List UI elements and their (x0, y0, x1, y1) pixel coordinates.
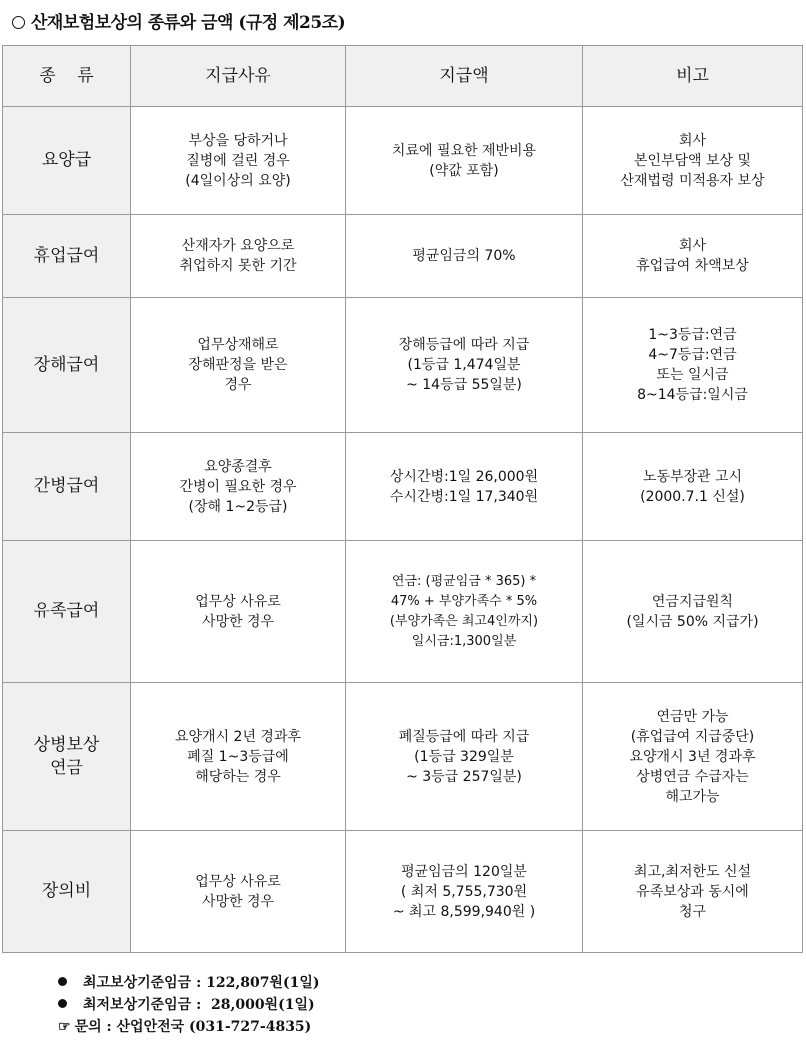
footer-notes (58, 972, 319, 1038)
category-cell (3, 298, 131, 433)
reason-line: 요양개시 2년 경과후 (175, 728, 301, 745)
note-line: 연금만 가능 (656, 708, 729, 725)
note-cell (583, 433, 803, 541)
note-cell (583, 831, 803, 953)
max-wage-text: 최고보상기준임금 : 122,807원(1일) (83, 975, 320, 991)
note-line: (일시금 50% 지급가) (626, 613, 759, 630)
bullet-icon (58, 999, 67, 1008)
category-line: 장해급여 (33, 354, 100, 375)
reason-cell (131, 298, 346, 433)
category-line: 유족급여 (33, 601, 100, 621)
reason-line: (4일이상의 요양) (185, 172, 291, 189)
reason-line: 요양종결후 (204, 458, 272, 475)
note-line: 청구 (678, 903, 707, 920)
header-category: 종 류 (3, 46, 131, 107)
amount-cell (346, 541, 583, 683)
category-line: 연금 (50, 757, 83, 778)
note-line: (휴업급여 지급중단) (630, 728, 755, 745)
header-note: 비고 (583, 46, 803, 107)
compensation-table (2, 45, 803, 953)
reason-line: 해당하는 경우 (195, 768, 281, 785)
reason-line: 산재자가 요양으로 (181, 238, 295, 254)
amount-line: 치료에 필요한 제반비용 (391, 142, 537, 159)
note-line: 휴업급여 차액보상 (636, 258, 749, 274)
category-line: 요양급 (41, 150, 92, 170)
note-line: 연금지급원칙 (651, 593, 734, 610)
note-cell (583, 215, 803, 298)
amount-cell (346, 683, 583, 831)
reason-line: 사망한 경우 (201, 893, 275, 910)
table-row (3, 433, 803, 541)
amount-line: (1등급 329일분 (414, 748, 514, 765)
reason-line: 질병에 걸린 경우 (186, 152, 290, 169)
category-cell (3, 541, 131, 683)
amount-line: (부양가족은 최고4인까지) (389, 613, 539, 629)
amount-line: 평균임금의 70% (412, 248, 516, 264)
note-line: 상병연금 수급자는 (636, 768, 749, 785)
note-line: 1~3등급:연금 (648, 327, 737, 343)
amount-cell (346, 298, 583, 433)
amount-line: 폐질등급에 따라 지급 (398, 728, 530, 745)
reason-line: 업무상 사유로 (195, 873, 281, 890)
note-cell (583, 541, 803, 683)
header-amount: 지급액 (346, 46, 583, 107)
note-line: 본인부담액 보상 및 (633, 152, 752, 169)
reason-line: 사망한 경우 (201, 613, 275, 630)
pointing-hand-icon: ☞ (58, 1019, 71, 1035)
amount-cell (346, 433, 583, 541)
note-cell (583, 107, 803, 215)
amount-cell (346, 107, 583, 215)
note-line: 최고,최저한도 신설 (633, 863, 752, 880)
amount-line: 평균임금의 120일분 (401, 863, 527, 880)
amount-line: ( 최저 5,755,730원 (400, 883, 528, 900)
note-line: 회사 (678, 132, 707, 149)
table-row (3, 683, 803, 831)
amount-line: (약값 포함) (429, 162, 499, 179)
note-line: 노동부장관 고시 (642, 468, 743, 485)
reason-cell (131, 215, 346, 298)
reason-line: 경우 (224, 377, 252, 393)
note-line: (2000.7.1 신설) (640, 488, 745, 505)
reason-line: 장해판정을 받은 (188, 357, 288, 373)
table-header-row (3, 46, 803, 107)
category-line: 휴업급여 (33, 245, 100, 266)
page-title (12, 8, 345, 33)
category-cell (3, 215, 131, 298)
note-line: 유족보상과 동시에 (636, 883, 749, 900)
reason-line: 업무상 사유로 (195, 593, 281, 610)
note-cell (583, 683, 803, 831)
amount-line: 일시금:1,300일분 (411, 633, 517, 649)
amount-line: ~ 14등급 55일분) (406, 377, 522, 393)
min-wage-note (58, 994, 319, 1016)
category-line: 상병보상 (33, 734, 100, 755)
reason-cell (131, 683, 346, 831)
amount-line: (1등급 1,474일분 (407, 357, 521, 373)
header-reason: 지급사유 (131, 46, 346, 107)
page-title-text: 산재보험보상의 종류와 금액 (규정 제25조) (31, 13, 346, 33)
category-cell (3, 831, 131, 953)
reason-line: 취업하지 못한 기간 (179, 258, 297, 274)
amount-line: 상시간병:1일 26,000원 (389, 468, 539, 485)
reason-line: (장해 1~2등급) (188, 498, 288, 515)
min-wage-text: 최저보상기준임금 : 28,000원(1일) (83, 997, 315, 1013)
bullet-icon (58, 977, 67, 986)
amount-cell (346, 215, 583, 298)
reason-line: 간병이 필요한 경우 (179, 478, 297, 495)
table-row (3, 831, 803, 953)
circle-icon (12, 16, 25, 29)
reason-cell (131, 831, 346, 953)
amount-line: 연금: (평균임금 * 365) * (391, 573, 537, 589)
reason-cell (131, 541, 346, 683)
note-line: 회사 (678, 238, 707, 254)
note-line: 산재법령 미적용자 보상 (620, 172, 765, 189)
category-line: 장의비 (41, 881, 92, 901)
amount-line: 47% + 부양가족수 * 5% (390, 593, 538, 609)
max-wage-note (58, 972, 319, 994)
category-cell (3, 107, 131, 215)
reason-cell (131, 433, 346, 541)
amount-line: ~ 3등급 257일분) (406, 768, 522, 785)
note-line: 8~14등급:일시금 (637, 387, 748, 403)
reason-line: 업무상재해로 (197, 337, 279, 353)
table-row (3, 107, 803, 215)
reason-cell (131, 107, 346, 215)
amount-line: 장해등급에 따라 지급 (398, 337, 530, 353)
contact-note (58, 1016, 319, 1038)
contact-text: 문의 : 산업안전국 (031-727-4835) (74, 1019, 312, 1035)
amount-line: ~ 최고 8,599,940원 ) (392, 903, 536, 920)
amount-cell (346, 831, 583, 953)
reason-line: 부상을 당하거나 (188, 132, 288, 149)
note-line: 요양개시 3년 경과후 (629, 748, 756, 765)
note-line: 4~7등급:연금 (648, 347, 737, 363)
note-line: 또는 일시금 (656, 367, 729, 383)
category-cell (3, 683, 131, 831)
table-row (3, 298, 803, 433)
table-row (3, 215, 803, 298)
note-cell (583, 298, 803, 433)
table-row (3, 541, 803, 683)
reason-line: 폐질 1~3등급에 (187, 748, 289, 765)
category-line: 간병급여 (33, 476, 100, 496)
amount-line: 수시간병:1일 17,340원 (389, 488, 539, 505)
note-line: 해고가능 (665, 788, 720, 805)
category-cell (3, 433, 131, 541)
